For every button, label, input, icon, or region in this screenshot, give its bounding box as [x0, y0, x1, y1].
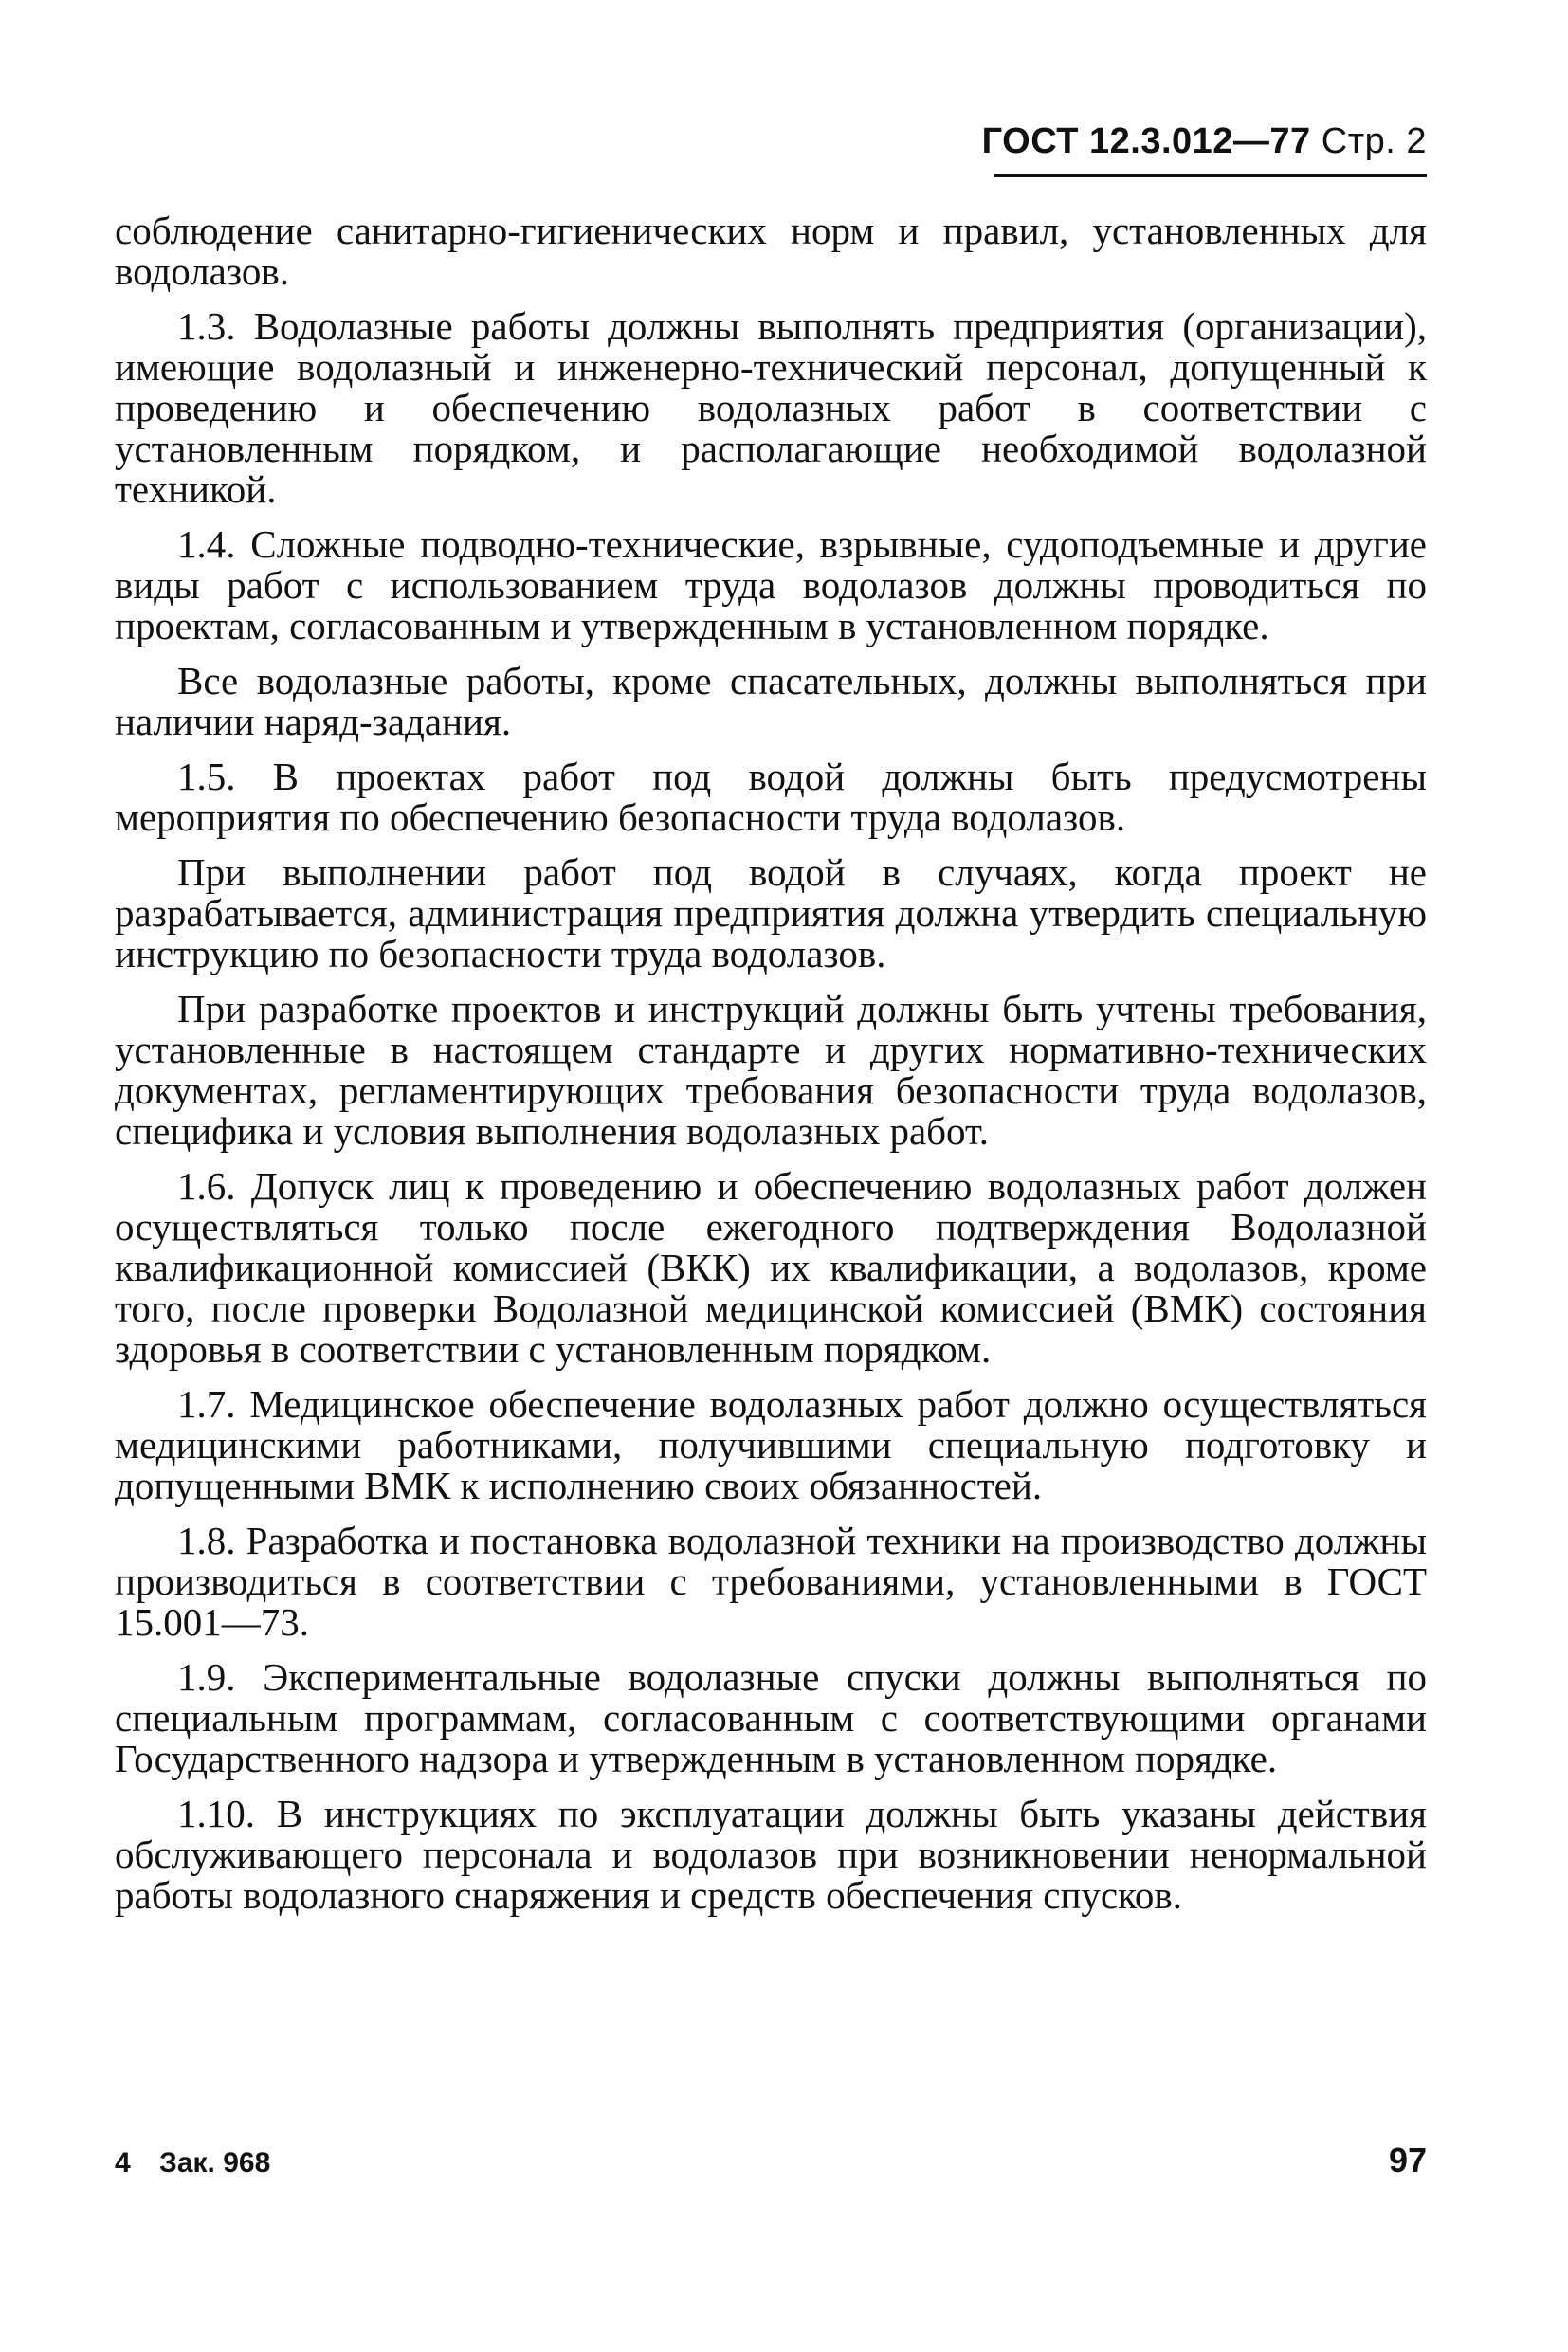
paragraph-1-5-note-b: При разработке проектов и инструкций должны быть учтены требования, установленные в настоящем стандарте и других нормативно-технических документах, регламентирующих требования безопасности труда водолазов, специфика и условия выполнения водолазных работ. [115, 987, 1427, 1153]
paragraph-1-4: 1.4. Сложные подводно-технические, взрывные, судоподъемные и другие виды работ с использованием труда водолазов должны проводиться по проектам, согласованным и утвержденным в установленном порядке. [115, 522, 1427, 647]
header-rule [994, 174, 1427, 177]
paragraph-1-5-note-a: При выполнении работ под водой в случаях, когда проект не разрабатывается, администрация предприятия должна утвердить специальную инструкцию по безопасности труда водолазов. [115, 850, 1427, 975]
document-code: ГОСТ 12.3.012—77 [981, 121, 1311, 161]
footer-signature [115, 2147, 270, 2179]
paragraph-1-3: 1.3. Водолазные работы должны выполнять предприятия (организации), имеющие водолазный и инженерно-технический персонал, допущенный к проведению и обеспечению водолазных работ в соответствии с установленным порядком, и располагающие необходимой водолазной техникой. [115, 304, 1427, 511]
paragraph-1-9: 1.9. Экспериментальные водолазные спуски должны выполняться по специальным программам, согласованным с соответствующими органами Государственного надзора и утвержденным в установленном порядке. [115, 1655, 1427, 1780]
sheet-number: 4 [115, 2147, 131, 2179]
paragraph-1-4-note: Все водолазные работы, кроме спасательных, должны выполняться при наличии наряд-задания. [115, 659, 1427, 743]
paragraph-1-5: 1.5. В проектах работ под водой должны быть предусмотрены мероприятия по обеспечению безопасности труда водолазов. [115, 755, 1427, 839]
paragraph-1-7: 1.7. Медицинское обеспечение водолазных работ должно осуществляться медицинскими работниками, получившими специальную подготовку и допущенными ВМК к исполнению своих обязанностей. [115, 1382, 1427, 1507]
paragraph-1-6: 1.6. Допуск лиц к проведению и обеспечению водолазных работ должен осуществляться только после ежегодного подтверждения Водолазной квалификационной комиссией (ВКК) их квалификации, а водолазов, кроме того, после проверки Водолазной медицинской комиссией (ВМК) состояния здоровья в соответствии с установленным порядком. [115, 1164, 1427, 1371]
page-number: 97 [1388, 2141, 1427, 2179]
paragraph-1-8: 1.8. Разработка и постановка водолазной техники на производство должны производиться в соответствии с требованиями, установленными в ГОСТ 15.001—73. [115, 1519, 1427, 1644]
document-body [115, 210, 1427, 1930]
page-label: Стр. 2 [1321, 121, 1427, 161]
order-note: Зак. 968 [159, 2147, 271, 2179]
paragraph-1-10: 1.10. В инструкциях по эксплуатации должны быть указаны действия обслуживающего персонала и водолазов при возникновении ненормальной работы водолазного снаряжения и средств обеспечения спусков. [115, 1792, 1427, 1917]
page-header [976, 121, 1427, 162]
paragraph-continuation: соблюдение санитарно-гигиенических норм и правил, установленных для водолазов. [115, 209, 1427, 293]
